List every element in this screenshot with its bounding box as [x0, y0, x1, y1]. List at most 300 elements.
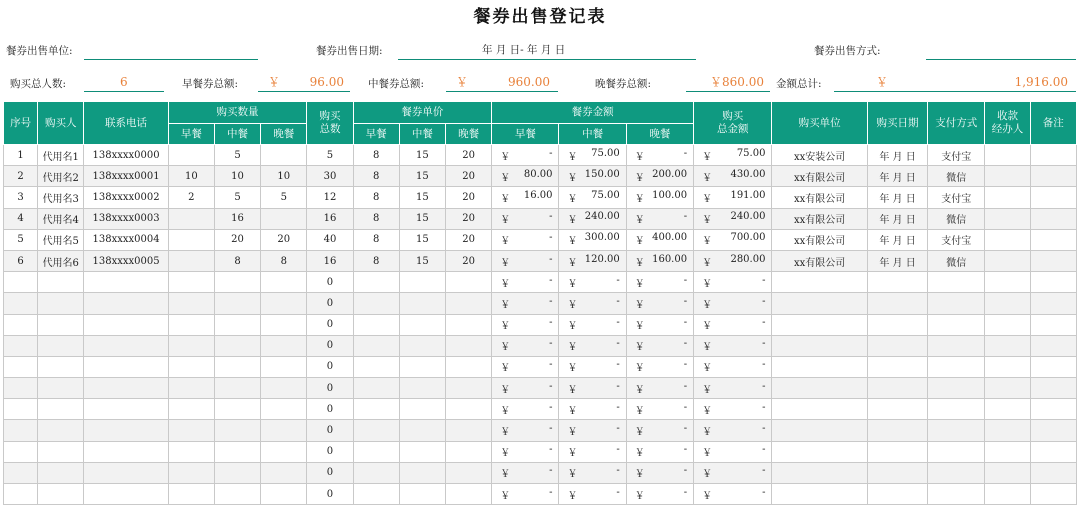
cell-total-count[interactable]: 0 [307, 441, 353, 462]
cell-buyer[interactable] [38, 293, 84, 314]
cell-amount-dinner[interactable] [626, 166, 693, 187]
cell-price-breakfast[interactable] [353, 462, 399, 483]
method-field[interactable] [926, 42, 1076, 60]
cell-price-lunch[interactable] [399, 378, 445, 399]
cell-qty-lunch[interactable] [214, 272, 260, 293]
cell-qty-breakfast[interactable] [168, 399, 214, 420]
cell-total-amount[interactable] [694, 441, 772, 462]
cell-phone[interactable]: 138xxxx0000 [84, 145, 168, 166]
cell-price-lunch[interactable] [399, 462, 445, 483]
cell-seq[interactable] [4, 484, 38, 505]
cell-qty-breakfast[interactable] [168, 335, 214, 356]
cell-price-dinner[interactable] [445, 484, 491, 505]
cell-company[interactable] [772, 420, 867, 441]
cell-amount-dinner[interactable] [626, 462, 693, 483]
cell-agent[interactable] [985, 462, 1030, 483]
cell-agent[interactable] [985, 356, 1030, 377]
cell-price-dinner[interactable] [445, 356, 491, 377]
cell-buyer[interactable] [38, 420, 84, 441]
cell-total-count[interactable]: 16 [307, 208, 353, 229]
cell-date[interactable]: 年 月 日 [867, 187, 927, 208]
cell-qty-lunch[interactable]: 16 [214, 208, 260, 229]
cell-phone[interactable] [84, 462, 168, 483]
cell-price-lunch[interactable]: 15 [399, 187, 445, 208]
cell-date[interactable]: 年 月 日 [867, 250, 927, 271]
cell-company[interactable] [772, 356, 867, 377]
cell-company[interactable] [772, 272, 867, 293]
cell-qty-lunch[interactable] [214, 378, 260, 399]
cell-amount-breakfast[interactable] [492, 484, 559, 505]
cell-qty-breakfast[interactable]: 10 [168, 166, 214, 187]
cell-company[interactable]: xx有限公司 [772, 229, 867, 250]
cell-amount-lunch[interactable] [559, 484, 626, 505]
cell-amount-lunch[interactable] [559, 378, 626, 399]
cell-note[interactable] [1030, 378, 1076, 399]
cell-amount-dinner[interactable] [626, 441, 693, 462]
cell-amount-dinner[interactable] [626, 335, 693, 356]
cell-price-breakfast[interactable]: 8 [353, 187, 399, 208]
cell-date[interactable] [867, 314, 927, 335]
cell-amount-dinner[interactable] [626, 314, 693, 335]
cell-qty-lunch[interactable]: 5 [214, 145, 260, 166]
cell-note[interactable] [1030, 272, 1076, 293]
cell-seq[interactable]: 2 [4, 166, 38, 187]
cell-amount-breakfast[interactable] [492, 441, 559, 462]
cell-amount-lunch[interactable] [559, 441, 626, 462]
cell-qty-breakfast[interactable] [168, 420, 214, 441]
cell-amount-dinner[interactable] [626, 293, 693, 314]
cell-note[interactable] [1030, 462, 1076, 483]
cell-amount-lunch[interactable] [559, 399, 626, 420]
cell-total-count[interactable]: 0 [307, 420, 353, 441]
cell-date[interactable] [867, 335, 927, 356]
cell-amount-dinner[interactable] [626, 420, 693, 441]
cell-qty-dinner[interactable]: 5 [261, 187, 307, 208]
cell-note[interactable] [1030, 441, 1076, 462]
cell-total-count[interactable]: 0 [307, 293, 353, 314]
cell-total-count[interactable]: 0 [307, 462, 353, 483]
cell-price-breakfast[interactable] [353, 441, 399, 462]
cell-price-lunch[interactable]: 15 [399, 145, 445, 166]
dinner-total-field[interactable] [686, 74, 770, 92]
cell-pay-method[interactable]: 微信 [928, 166, 985, 187]
cell-qty-lunch[interactable] [214, 335, 260, 356]
cell-price-breakfast[interactable] [353, 420, 399, 441]
cell-note[interactable] [1030, 293, 1076, 314]
cell-amount-lunch[interactable] [559, 335, 626, 356]
cell-seq[interactable]: 3 [4, 187, 38, 208]
cell-company[interactable] [772, 314, 867, 335]
cell-agent[interactable] [985, 335, 1030, 356]
cell-pay-method[interactable] [928, 272, 985, 293]
cell-amount-breakfast[interactable] [492, 420, 559, 441]
cell-seq[interactable] [4, 335, 38, 356]
cell-seq[interactable] [4, 272, 38, 293]
cell-total-amount[interactable] [694, 166, 772, 187]
cell-price-breakfast[interactable] [353, 378, 399, 399]
cell-qty-lunch[interactable] [214, 420, 260, 441]
cell-price-dinner[interactable]: 20 [445, 250, 491, 271]
cell-buyer[interactable]: 代用名5 [38, 229, 84, 250]
cell-total-count[interactable]: 0 [307, 335, 353, 356]
cell-phone[interactable] [84, 441, 168, 462]
cell-qty-breakfast[interactable] [168, 356, 214, 377]
cell-agent[interactable] [985, 166, 1030, 187]
cell-agent[interactable] [985, 441, 1030, 462]
cell-buyer[interactable] [38, 335, 84, 356]
cell-buyer[interactable]: 代用名1 [38, 145, 84, 166]
cell-agent[interactable] [985, 399, 1030, 420]
cell-qty-dinner[interactable] [261, 272, 307, 293]
cell-note[interactable] [1030, 399, 1076, 420]
cell-amount-lunch[interactable] [559, 272, 626, 293]
cell-amount-breakfast[interactable] [492, 293, 559, 314]
cell-price-dinner[interactable]: 20 [445, 145, 491, 166]
cell-company[interactable] [772, 441, 867, 462]
cell-date[interactable]: 年 月 日 [867, 229, 927, 250]
cell-qty-lunch[interactable] [214, 399, 260, 420]
cell-amount-lunch[interactable] [559, 187, 626, 208]
cell-company[interactable] [772, 399, 867, 420]
cell-amount-lunch[interactable] [559, 145, 626, 166]
cell-price-lunch[interactable] [399, 441, 445, 462]
cell-price-lunch[interactable] [399, 420, 445, 441]
cell-note[interactable] [1030, 250, 1076, 271]
cell-pay-method[interactable] [928, 314, 985, 335]
cell-total-amount[interactable] [694, 420, 772, 441]
cell-amount-dinner[interactable] [626, 356, 693, 377]
cell-amount-lunch[interactable] [559, 420, 626, 441]
cell-buyer[interactable]: 代用名3 [38, 187, 84, 208]
unit-field[interactable] [84, 42, 258, 60]
cell-amount-breakfast[interactable] [492, 462, 559, 483]
cell-company[interactable]: xx有限公司 [772, 187, 867, 208]
breakfast-total-field[interactable] [258, 74, 350, 92]
cell-phone[interactable]: 138xxxx0001 [84, 166, 168, 187]
cell-price-breakfast[interactable] [353, 314, 399, 335]
cell-price-lunch[interactable] [399, 272, 445, 293]
cell-qty-dinner[interactable] [261, 378, 307, 399]
cell-phone[interactable] [84, 399, 168, 420]
cell-phone[interactable] [84, 272, 168, 293]
cell-phone[interactable] [84, 378, 168, 399]
cell-price-lunch[interactable] [399, 335, 445, 356]
cell-price-dinner[interactable] [445, 293, 491, 314]
cell-buyer[interactable] [38, 356, 84, 377]
cell-amount-breakfast[interactable] [492, 187, 559, 208]
cell-note[interactable] [1030, 145, 1076, 166]
cell-price-lunch[interactable]: 15 [399, 250, 445, 271]
cell-price-dinner[interactable] [445, 272, 491, 293]
cell-total-amount[interactable] [694, 229, 772, 250]
cell-total-amount[interactable] [694, 208, 772, 229]
grand-total-field[interactable] [834, 74, 1076, 92]
cell-agent[interactable] [985, 378, 1030, 399]
cell-seq[interactable] [4, 420, 38, 441]
cell-amount-dinner[interactable] [626, 378, 693, 399]
cell-seq[interactable] [4, 293, 38, 314]
cell-buyer[interactable] [38, 399, 84, 420]
cell-company[interactable] [772, 484, 867, 505]
cell-price-breakfast[interactable] [353, 272, 399, 293]
cell-amount-breakfast[interactable] [492, 378, 559, 399]
cell-amount-breakfast[interactable] [492, 314, 559, 335]
cell-total-count[interactable]: 0 [307, 272, 353, 293]
cell-amount-dinner[interactable] [626, 187, 693, 208]
cell-qty-dinner[interactable] [261, 399, 307, 420]
cell-amount-lunch[interactable] [559, 208, 626, 229]
cell-note[interactable] [1030, 187, 1076, 208]
cell-price-dinner[interactable]: 20 [445, 187, 491, 208]
cell-amount-dinner[interactable] [626, 484, 693, 505]
cell-price-breakfast[interactable]: 8 [353, 229, 399, 250]
cell-price-breakfast[interactable] [353, 356, 399, 377]
cell-agent[interactable] [985, 484, 1030, 505]
cell-total-amount[interactable] [694, 293, 772, 314]
cell-amount-dinner[interactable] [626, 145, 693, 166]
cell-qty-dinner[interactable] [261, 335, 307, 356]
cell-pay-method[interactable]: 支付宝 [928, 145, 985, 166]
cell-buyer[interactable]: 代用名6 [38, 250, 84, 271]
cell-total-count[interactable]: 0 [307, 484, 353, 505]
cell-agent[interactable] [985, 314, 1030, 335]
cell-total-count[interactable]: 5 [307, 145, 353, 166]
cell-total-count[interactable]: 0 [307, 356, 353, 377]
cell-pay-method[interactable]: 支付宝 [928, 187, 985, 208]
cell-amount-lunch[interactable] [559, 166, 626, 187]
cell-total-count[interactable]: 30 [307, 166, 353, 187]
cell-qty-breakfast[interactable] [168, 293, 214, 314]
cell-phone[interactable] [84, 293, 168, 314]
cell-date[interactable] [867, 356, 927, 377]
cell-qty-lunch[interactable] [214, 462, 260, 483]
cell-qty-breakfast[interactable] [168, 272, 214, 293]
cell-price-breakfast[interactable]: 8 [353, 166, 399, 187]
cell-agent[interactable] [985, 187, 1030, 208]
cell-amount-dinner[interactable] [626, 208, 693, 229]
cell-agent[interactable] [985, 420, 1030, 441]
cell-amount-breakfast[interactable] [492, 208, 559, 229]
cell-total-amount[interactable] [694, 335, 772, 356]
cell-pay-method[interactable] [928, 293, 985, 314]
cell-price-dinner[interactable] [445, 420, 491, 441]
cell-price-lunch[interactable] [399, 356, 445, 377]
cell-note[interactable] [1030, 314, 1076, 335]
cell-agent[interactable] [985, 272, 1030, 293]
cell-seq[interactable]: 4 [4, 208, 38, 229]
cell-phone[interactable] [84, 335, 168, 356]
cell-qty-breakfast[interactable] [168, 229, 214, 250]
cell-note[interactable] [1030, 335, 1076, 356]
cell-qty-dinner[interactable]: 20 [261, 229, 307, 250]
cell-qty-dinner[interactable] [261, 356, 307, 377]
cell-total-amount[interactable] [694, 314, 772, 335]
cell-qty-dinner[interactable] [261, 420, 307, 441]
cell-price-dinner[interactable] [445, 335, 491, 356]
cell-amount-lunch[interactable] [559, 356, 626, 377]
cell-qty-breakfast[interactable] [168, 208, 214, 229]
date-field[interactable] [398, 42, 696, 60]
cell-qty-dinner[interactable]: 8 [261, 250, 307, 271]
cell-note[interactable] [1030, 166, 1076, 187]
cell-total-count[interactable]: 0 [307, 378, 353, 399]
cell-amount-breakfast[interactable] [492, 272, 559, 293]
cell-seq[interactable] [4, 314, 38, 335]
cell-price-breakfast[interactable] [353, 399, 399, 420]
cell-date[interactable] [867, 293, 927, 314]
cell-date[interactable] [867, 441, 927, 462]
cell-total-amount[interactable] [694, 145, 772, 166]
cell-price-lunch[interactable] [399, 293, 445, 314]
cell-seq[interactable] [4, 462, 38, 483]
cell-amount-lunch[interactable] [559, 229, 626, 250]
cell-company[interactable] [772, 293, 867, 314]
cell-qty-lunch[interactable]: 8 [214, 250, 260, 271]
cell-qty-breakfast[interactable] [168, 378, 214, 399]
cell-agent[interactable] [985, 293, 1030, 314]
cell-amount-breakfast[interactable] [492, 399, 559, 420]
cell-price-dinner[interactable] [445, 399, 491, 420]
cell-seq[interactable] [4, 399, 38, 420]
cell-seq[interactable] [4, 356, 38, 377]
cell-total-amount[interactable] [694, 356, 772, 377]
cell-total-amount[interactable] [694, 484, 772, 505]
cell-amount-breakfast[interactable] [492, 229, 559, 250]
cell-amount-lunch[interactable] [559, 314, 626, 335]
cell-pay-method[interactable] [928, 335, 985, 356]
cell-buyer[interactable] [38, 484, 84, 505]
cell-qty-lunch[interactable] [214, 314, 260, 335]
cell-date[interactable]: 年 月 日 [867, 166, 927, 187]
cell-price-dinner[interactable]: 20 [445, 208, 491, 229]
cell-price-breakfast[interactable] [353, 293, 399, 314]
cell-total-count[interactable]: 40 [307, 229, 353, 250]
cell-pay-method[interactable] [928, 356, 985, 377]
cell-company[interactable]: xx有限公司 [772, 250, 867, 271]
cell-pay-method[interactable] [928, 399, 985, 420]
cell-pay-method[interactable] [928, 378, 985, 399]
cell-buyer[interactable] [38, 314, 84, 335]
cell-phone[interactable] [84, 314, 168, 335]
cell-phone[interactable] [84, 484, 168, 505]
cell-buyer[interactable] [38, 462, 84, 483]
cell-amount-lunch[interactable] [559, 293, 626, 314]
cell-seq[interactable]: 6 [4, 250, 38, 271]
cell-date[interactable]: 年 月 日 [867, 145, 927, 166]
cell-agent[interactable] [985, 250, 1030, 271]
cell-qty-breakfast[interactable] [168, 484, 214, 505]
cell-company[interactable]: xx有限公司 [772, 166, 867, 187]
cell-agent[interactable] [985, 145, 1030, 166]
cell-price-breakfast[interactable]: 8 [353, 208, 399, 229]
cell-agent[interactable] [985, 229, 1030, 250]
cell-pay-method[interactable]: 微信 [928, 250, 985, 271]
cell-seq[interactable]: 1 [4, 145, 38, 166]
cell-date[interactable]: 年 月 日 [867, 208, 927, 229]
cell-phone[interactable]: 138xxxx0003 [84, 208, 168, 229]
cell-price-lunch[interactable]: 15 [399, 208, 445, 229]
cell-qty-dinner[interactable] [261, 441, 307, 462]
cell-buyer[interactable] [38, 378, 84, 399]
cell-pay-method[interactable] [928, 484, 985, 505]
lunch-total-field[interactable] [446, 74, 558, 92]
cell-price-breakfast[interactable] [353, 335, 399, 356]
cell-amount-breakfast[interactable] [492, 356, 559, 377]
cell-qty-lunch[interactable]: 5 [214, 187, 260, 208]
cell-date[interactable] [867, 420, 927, 441]
cell-qty-dinner[interactable] [261, 314, 307, 335]
cell-total-amount[interactable] [694, 250, 772, 271]
cell-qty-lunch[interactable] [214, 293, 260, 314]
cell-qty-dinner[interactable] [261, 293, 307, 314]
cell-date[interactable] [867, 399, 927, 420]
cell-amount-lunch[interactable] [559, 250, 626, 271]
cell-price-breakfast[interactable]: 8 [353, 250, 399, 271]
cell-agent[interactable] [985, 208, 1030, 229]
cell-price-dinner[interactable] [445, 462, 491, 483]
cell-qty-dinner[interactable] [261, 208, 307, 229]
cell-pay-method[interactable] [928, 462, 985, 483]
cell-price-lunch[interactable] [399, 314, 445, 335]
cell-amount-dinner[interactable] [626, 229, 693, 250]
cell-date[interactable] [867, 462, 927, 483]
cell-note[interactable] [1030, 420, 1076, 441]
cell-price-lunch[interactable] [399, 484, 445, 505]
cell-total-count[interactable]: 16 [307, 250, 353, 271]
cell-qty-dinner[interactable]: 10 [261, 166, 307, 187]
cell-qty-breakfast[interactable] [168, 145, 214, 166]
cell-note[interactable] [1030, 229, 1076, 250]
cell-seq[interactable]: 5 [4, 229, 38, 250]
cell-qty-dinner[interactable] [261, 145, 307, 166]
cell-amount-breakfast[interactable] [492, 250, 559, 271]
cell-qty-lunch[interactable]: 10 [214, 166, 260, 187]
cell-amount-dinner[interactable] [626, 250, 693, 271]
cell-total-amount[interactable] [694, 462, 772, 483]
cell-price-lunch[interactable]: 15 [399, 229, 445, 250]
cell-company[interactable] [772, 378, 867, 399]
cell-total-count[interactable]: 0 [307, 399, 353, 420]
cell-price-dinner[interactable]: 20 [445, 229, 491, 250]
cell-price-dinner[interactable] [445, 378, 491, 399]
cell-qty-dinner[interactable] [261, 484, 307, 505]
cell-price-dinner[interactable] [445, 441, 491, 462]
cell-qty-lunch[interactable] [214, 356, 260, 377]
cell-pay-method[interactable] [928, 420, 985, 441]
cell-note[interactable] [1030, 484, 1076, 505]
cell-phone[interactable]: 138xxxx0004 [84, 229, 168, 250]
cell-total-count[interactable]: 12 [307, 187, 353, 208]
cell-total-amount[interactable] [694, 378, 772, 399]
cell-pay-method[interactable]: 支付宝 [928, 229, 985, 250]
cell-qty-breakfast[interactable] [168, 250, 214, 271]
cell-qty-lunch[interactable] [214, 441, 260, 462]
cell-date[interactable] [867, 272, 927, 293]
cell-total-amount[interactable] [694, 272, 772, 293]
cell-amount-dinner[interactable] [626, 272, 693, 293]
cell-phone[interactable] [84, 420, 168, 441]
cell-seq[interactable] [4, 441, 38, 462]
cell-date[interactable] [867, 378, 927, 399]
cell-seq[interactable] [4, 378, 38, 399]
cell-amount-breakfast[interactable] [492, 166, 559, 187]
cell-price-lunch[interactable] [399, 399, 445, 420]
cell-qty-breakfast[interactable] [168, 441, 214, 462]
cell-amount-breakfast[interactable] [492, 335, 559, 356]
cell-total-count[interactable]: 0 [307, 314, 353, 335]
cell-company[interactable] [772, 335, 867, 356]
cell-qty-breakfast[interactable] [168, 462, 214, 483]
